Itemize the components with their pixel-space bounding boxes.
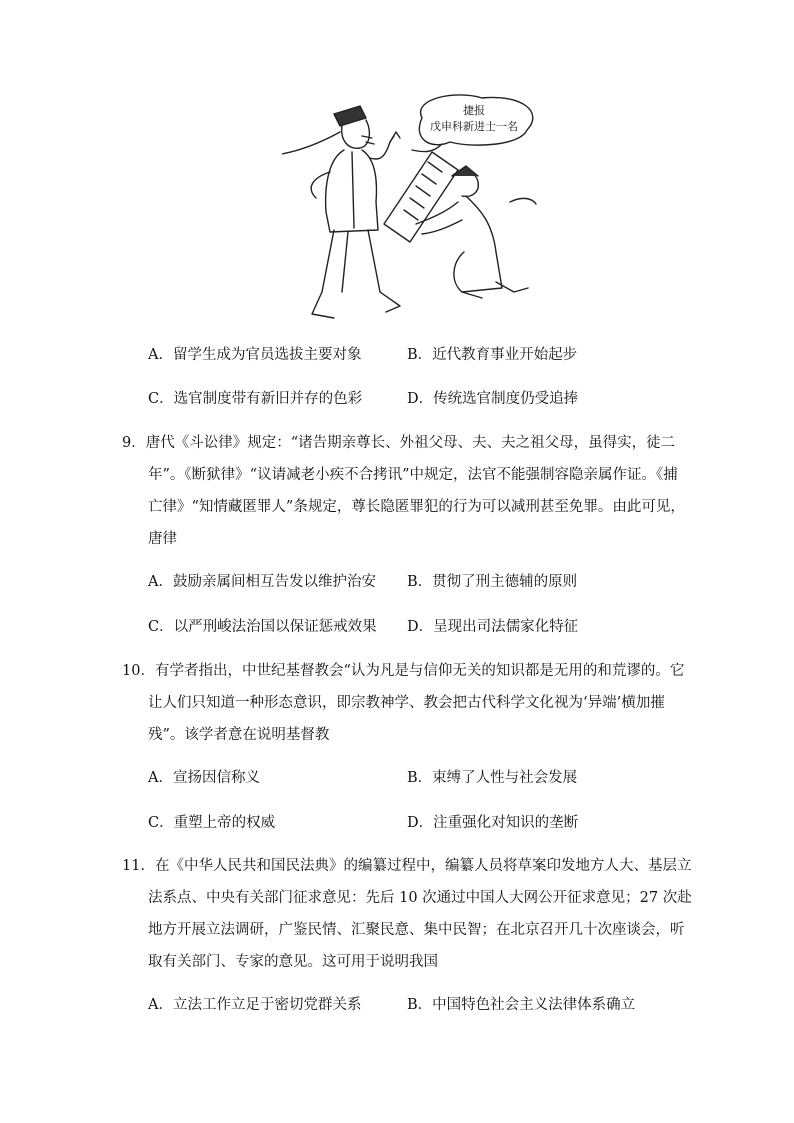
q9-option-a: [148, 573, 376, 591]
option-letter: B．: [407, 997, 433, 1013]
option-text: 宣扬因信称义: [172, 770, 260, 786]
option-letter: A．: [148, 347, 173, 363]
q11-stem-line: 11．在《中华人民共和国民法典》的编纂过程中，编纂人员将草案印发地方人大、基层立: [122, 858, 692, 874]
q11-stem-line: 取有关部门、专家的意见。这可用于说明我国: [148, 954, 438, 970]
q11-option-a: [148, 996, 361, 1014]
option-text: 留学生成为官员选拔主要对象: [172, 347, 362, 363]
q8-option-a: [148, 346, 361, 364]
option-letter: B．: [407, 574, 433, 590]
q10-stem-line: 10．有学者指出，中世纪基督教会“认为凡是与信仰无关的知识都是无用的和荒谬的。它: [122, 663, 685, 679]
scroll: [384, 152, 458, 242]
cartoon-illustration: [282, 92, 538, 324]
option-text: 鼓励亲属间相互告发以维护治安: [172, 574, 376, 590]
option-text: 选官制度带有新旧并存的色彩: [173, 391, 363, 407]
option-letter: C．: [148, 815, 174, 831]
option-text: 传统选官制度仍受追捧: [433, 391, 579, 407]
q10-option-d: [407, 814, 578, 832]
q9-stem-line: 唐律: [148, 531, 177, 547]
option-letter: B．: [407, 770, 433, 786]
q11-stem-line: 法系点、中央有关部门征求意见：先后 10 次通过中国人大网公开征求意见；27 次赴: [148, 890, 692, 906]
q10-stem-line: 残”。该学者意在说明基督教: [148, 727, 330, 743]
q11-option-b: [407, 996, 635, 1014]
option-letter: B．: [407, 347, 433, 363]
option-text: 以严刑峻法治国以保证惩戒效果: [173, 619, 377, 635]
q9-stem-line: 9．唐代《斗讼律》规定：“诸告期亲尊长、外祖父母、夫、夫之祖父母，虽得实，徒二: [122, 435, 676, 451]
q10-option-a: [148, 769, 260, 787]
q11-stem-line: 地方开展立法调研，广鉴民情、汇聚民意、集中民智；在北京召开几十次座谈会，听: [148, 922, 685, 938]
q10-option-c: [148, 814, 275, 832]
option-letter: D．: [407, 391, 434, 407]
option-letter: A．: [148, 770, 173, 786]
bubble-text-line1: 捷报: [463, 104, 485, 117]
option-letter: C．: [148, 391, 174, 407]
option-letter: A．: [148, 574, 173, 590]
option-text: 中国特色社会主义法律体系确立: [432, 997, 636, 1013]
q10-stem-line: 让人们只知道一种形态意识，即宗教神学、教会把古代科学文化视为‘异端’横加摧: [148, 695, 665, 711]
q8-option-b: [407, 346, 577, 364]
option-text: 立法工作立足于密切党群关系: [172, 997, 362, 1013]
option-text: 贯彻了刑主德辅的原则: [432, 574, 578, 590]
option-text: 近代教育事业开始起步: [432, 347, 578, 363]
option-text: 束缚了人性与社会发展: [432, 770, 578, 786]
q9-stem-line: 年”。《断狱律》“议请减老小疾不合拷讯”中规定，法官不能强制容隐亲属作证。《捕: [148, 467, 678, 483]
q9-option-d: [407, 618, 578, 636]
bubble-text-line2: 戊申科新进士一名: [430, 120, 518, 133]
option-letter: D．: [407, 619, 434, 635]
q8-option-d: [407, 390, 578, 408]
option-letter: D．: [407, 815, 434, 831]
option-text: 呈现出司法儒家化特征: [433, 619, 579, 635]
option-letter: A．: [148, 997, 173, 1013]
option-text: 注重强化对知识的垄断: [433, 815, 579, 831]
q8-option-c: [148, 390, 362, 408]
option-text: 重塑上帝的权威: [173, 815, 276, 831]
q10-option-b: [407, 769, 577, 787]
q9-option-b: [407, 573, 577, 591]
q9-option-c: [148, 618, 377, 636]
q9-stem-line: 亡律》“知情藏匿罪人”条规定，尊长隐匿罪犯的行为可以减刑甚至免罪。由此可见，: [148, 499, 685, 515]
option-letter: C．: [148, 619, 174, 635]
